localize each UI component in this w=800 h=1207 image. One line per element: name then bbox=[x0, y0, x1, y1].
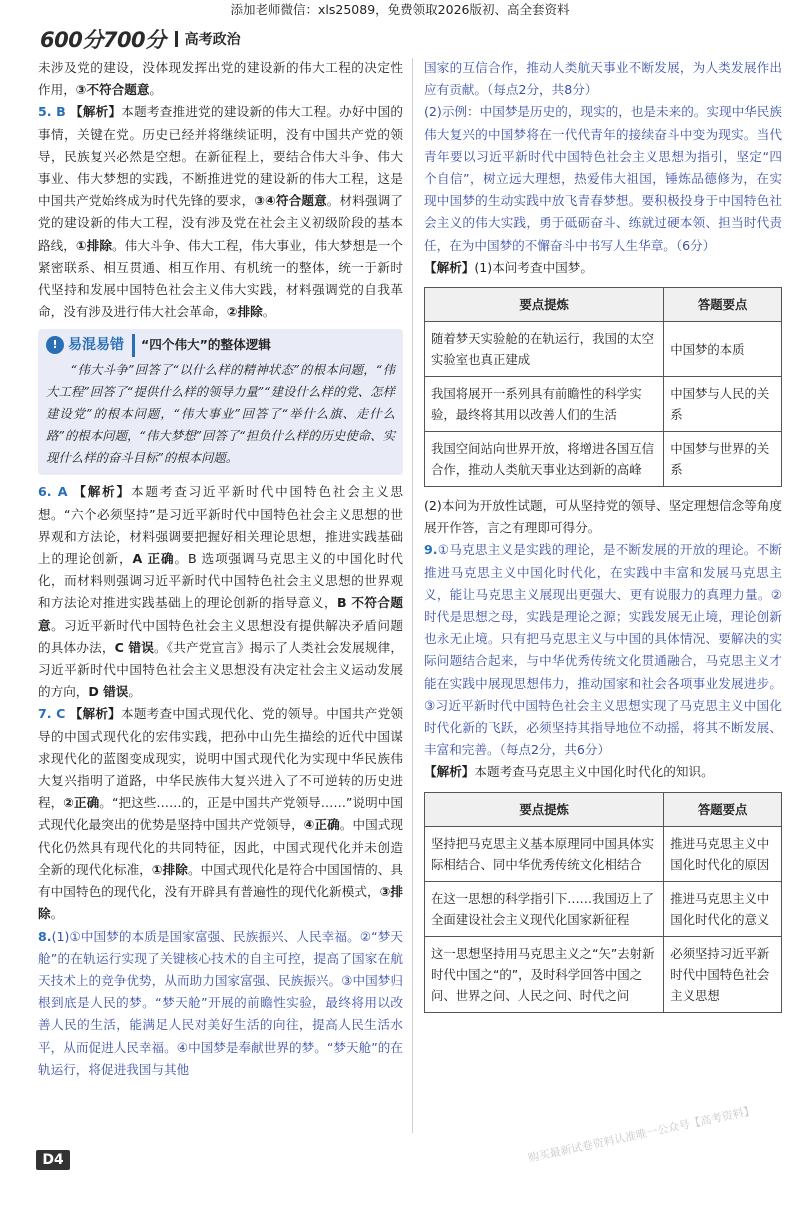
pitfall-header bbox=[46, 333, 395, 357]
q4-continuation: 未涉及党的建设，没体现发挥出党的建设新的伟大工程的决定性作用，③不符合题意。 bbox=[38, 60, 403, 98]
header-separator bbox=[175, 31, 178, 47]
table-header: 答题要点 bbox=[664, 288, 782, 322]
q9-keypoint-table bbox=[424, 792, 782, 1013]
table-row: 随着梦天实验舱的在轨运行，我国的太空实验室也真正建成 中国梦的本质 bbox=[425, 322, 782, 377]
analysis-tag: 【解析】 bbox=[73, 484, 131, 500]
analysis-tag: 【解析】 bbox=[424, 764, 475, 780]
table-row: 我国空间站向世界开放，将增进各国互信合作，推动人类航天事业达到新的高峰 中国梦与世界的关系 bbox=[425, 432, 782, 487]
question-number: 5. B bbox=[38, 104, 66, 120]
table-row: 坚持把马克思主义基本原理同中国具体实际相结合、同中华优秀传统文化相结合 推进马克思主义中国化时代化的原因 bbox=[425, 826, 782, 881]
answer-q8-continuation: 国家的互信合作，推动人类航天事业不断发展，为人类发展作出应有贡献。（每点2分，共8分） bbox=[424, 60, 782, 98]
page-header bbox=[40, 24, 241, 54]
left-column bbox=[38, 57, 403, 1081]
analysis-tag: 【解析】 bbox=[69, 706, 121, 722]
page-number: D4 bbox=[36, 1150, 70, 1170]
answer-q8: 8.(1)①中国梦的本质是国家富强、民族振兴、人民幸福。②“梦天舱”的在轨运行实现了关键核心技术的自主可控，提高了国家在航天技术上的竞争优势，从而助力国家富强、民族振兴。③中国梦归根到底是人民的梦。“梦天舱”开展的前瞻性实验，最终将用以改善人民的生活，能满足人民对美好生活的向往，提高人民生活水平，从而促进人民幸福。④中国梦是奉献世界的梦。“梦天舱”的在轨运行，将促进我国与其他 bbox=[38, 928, 403, 1077]
q8-keypoint-table bbox=[424, 287, 782, 487]
answer-q8-part2: (2)示例：中国梦是历史的，现实的，也是未来的。实现中华民族伟大复兴的中国梦将在一代代青年的接续奋斗中变为现实。当代青年要以习近平新时代中国特色社会主义思想为指引，坚定“四个自信”，树立远大理想，热爱伟大祖国，锤炼品德修为，在实现中国梦的生动实践中放飞青春梦想。要积极投身于中国特色社会主义的伟大实践，勇于砥砺奋斗、练就过硬本领、担当时代责任，在为中国梦的不懈奋斗中书写人生华章。（6分） bbox=[424, 104, 782, 253]
watermark-text: 购买最新试卷资料认准唯一公众号【高考资料】 bbox=[527, 1104, 756, 1165]
question-number: 7. C bbox=[38, 706, 66, 722]
column-divider bbox=[412, 58, 413, 1133]
warning-icon: ! bbox=[46, 336, 64, 354]
q8-analysis: 【解析】(1)本问考查中国梦。 bbox=[424, 259, 593, 275]
right-column bbox=[424, 57, 782, 1021]
table-row: 我国将展开一系列具有前瞻性的科学实验，最终将其用以改善人们的生活 中国梦与人民的关系 bbox=[425, 377, 782, 432]
question-number: 6. A bbox=[38, 484, 68, 500]
table-row: 这一思想坚持用马克思主义之“矢”去射新时代中国之“的”，及时科学回答中国之问、世界之问、人民之问、时代之问 必须坚持习近平新时代中国特色社会主义思想 bbox=[425, 936, 782, 1012]
brand-logo: 600分700分 bbox=[40, 28, 166, 52]
header-subtitle: 高考政治 bbox=[184, 32, 241, 48]
pitfall-body: “伟大斗争”回答了“以什么样的精神状态”的根本问题，“伟大工程”回答了“提供什么样的领导力量”“建设什么样的党、怎样建设党”的根本问题，“伟大事业”回答了“举什么旗、走什么路”的根本问题，“伟大梦想”回答了“担负什么样的历史使命、实现什么样的奋斗目标”的根本问题。 bbox=[46, 362, 395, 466]
question-number: 8. bbox=[38, 928, 52, 944]
answer-q5: 5. B 【解析】本题考查推进党的建设新的伟大工程。办好中国的事情，关键在党。历史已经并将继续证明，没有中国共产党的领导，民族复兴必然是空想。在新征程上，要结合伟大斗争、伟大事业、伟大梦想的实践，不断推进党的建设新的伟大工程，这是中国共产党始终成为时代先锋的要求，③④符合题意。材料强调了党的建设新的伟大工程，没有涉及党在社会主义初级阶段的基本路线，①排除。伟大斗争、伟大工程，伟大事业，伟大梦想是一个紧密联系、相互贯通、相互作用、有机统一的整体，统一于新时代坚持和发展中国特色社会主义伟大实践，材料强调党的自我革命，没有涉及进行伟大社会革命，②排除。 bbox=[38, 104, 404, 320]
question-number: 9. bbox=[424, 542, 438, 558]
answer-q7: 7. C 【解析】本题考查中国式现代化、党的领导。中国共产党领导的中国式现代化的宏伟实践，把孙中山先生描绘的近代中国谋求现代化的蓝图变成现实，说明中国式现代化为实现中华民族伟大复兴指明了道路，中华民族伟大复兴进入了不可逆转的历史进程，②正确。“把这些……的，正是中国共产党领导……”说明中国式现代化最突出的优势是坚持中国共产党领导，④正确。中国式现代化仍然具有现代化的共同特征，因此，中国式现代化并未创造全新的现代化标准，①排除。中国式现代化是符合中国国情的、具有中国特色的现代化，没有开辟具有普遍性的现代化新模式，③排除。 bbox=[38, 706, 404, 922]
top-promo-note: 添加老师微信：xls25089，免费领取2026版初、高全套资料 bbox=[230, 2, 570, 17]
pitfall-box bbox=[38, 329, 403, 475]
analysis-tag: 【解析】 bbox=[70, 104, 122, 120]
table-header: 要点提炼 bbox=[425, 792, 664, 826]
table-row: 在这一思想的科学指引下……我国迈上了全面建设社会主义现代化国家新征程 推进马克思主义中国化时代化的意义 bbox=[425, 881, 782, 936]
table-header: 答题要点 bbox=[664, 792, 782, 826]
answer-q6: 6. A 【解析】本题考查习近平新时代中国特色社会主义思想。“六个必须坚持”是习近平新时代中国特色社会主义思想的世界观和方法论，材料强调要把握好相关理论思想，推进实践基础上的理论创新，A 正确。B 选项强调马克思主义的中国化时代化，而材料则强调习近平新时代中国特色社会主义思想的世界观和方法论对推进实践基础上的理论创新的指导意义，B 不符合题意。习近平新时代中国特色社会主义思想没有提供解决矛盾问题的具体办法，C 错误。《共产党宣言》揭示了人类社会发展规律，习近平新时代中国特色社会主义思想没有决定社会主义运动发展的方向，D 错误。 bbox=[38, 484, 404, 700]
analysis-tag: 【解析】 bbox=[424, 259, 475, 275]
pitfall-title: “四个伟大”的整体逻辑 bbox=[132, 334, 271, 356]
q9-analysis: 【解析】本题考查马克思主义中国化时代化的知识。 bbox=[424, 764, 714, 780]
table-header: 要点提炼 bbox=[425, 288, 664, 322]
q8-open-note: (2)本问为开放性试题，可从坚持党的领导、坚定理想信念等角度展开作答，言之有理即可得分。 bbox=[424, 498, 782, 536]
answer-q9: 9.①马克思主义是实践的理论，是不断发展的开放的理论。不断推进马克思主义中国化时代化，在实践中丰富和发展马克思主义，能让马克思主义展现出更强大、更有说服力的真理力量。②时代是思想之母，实践是理论之源；实践发展无止境，理论创新也永无止境。只有把马克思主义与中国的具体情况、要解决的实际问题结合起来，与中华优秀传统文化贯通融合，马克思主义才能在实践中展现思想伟力，推动国家和社会各项事业发展进步。③习近平新时代中国特色社会主义思想实现了马克思主义中国化时代化新的飞跃，必须坚持其指导地位不动摇，将其不断发展、丰富和完善。（每点2分，共6分） bbox=[424, 542, 782, 758]
pitfall-label: 易混易错 bbox=[68, 337, 124, 354]
